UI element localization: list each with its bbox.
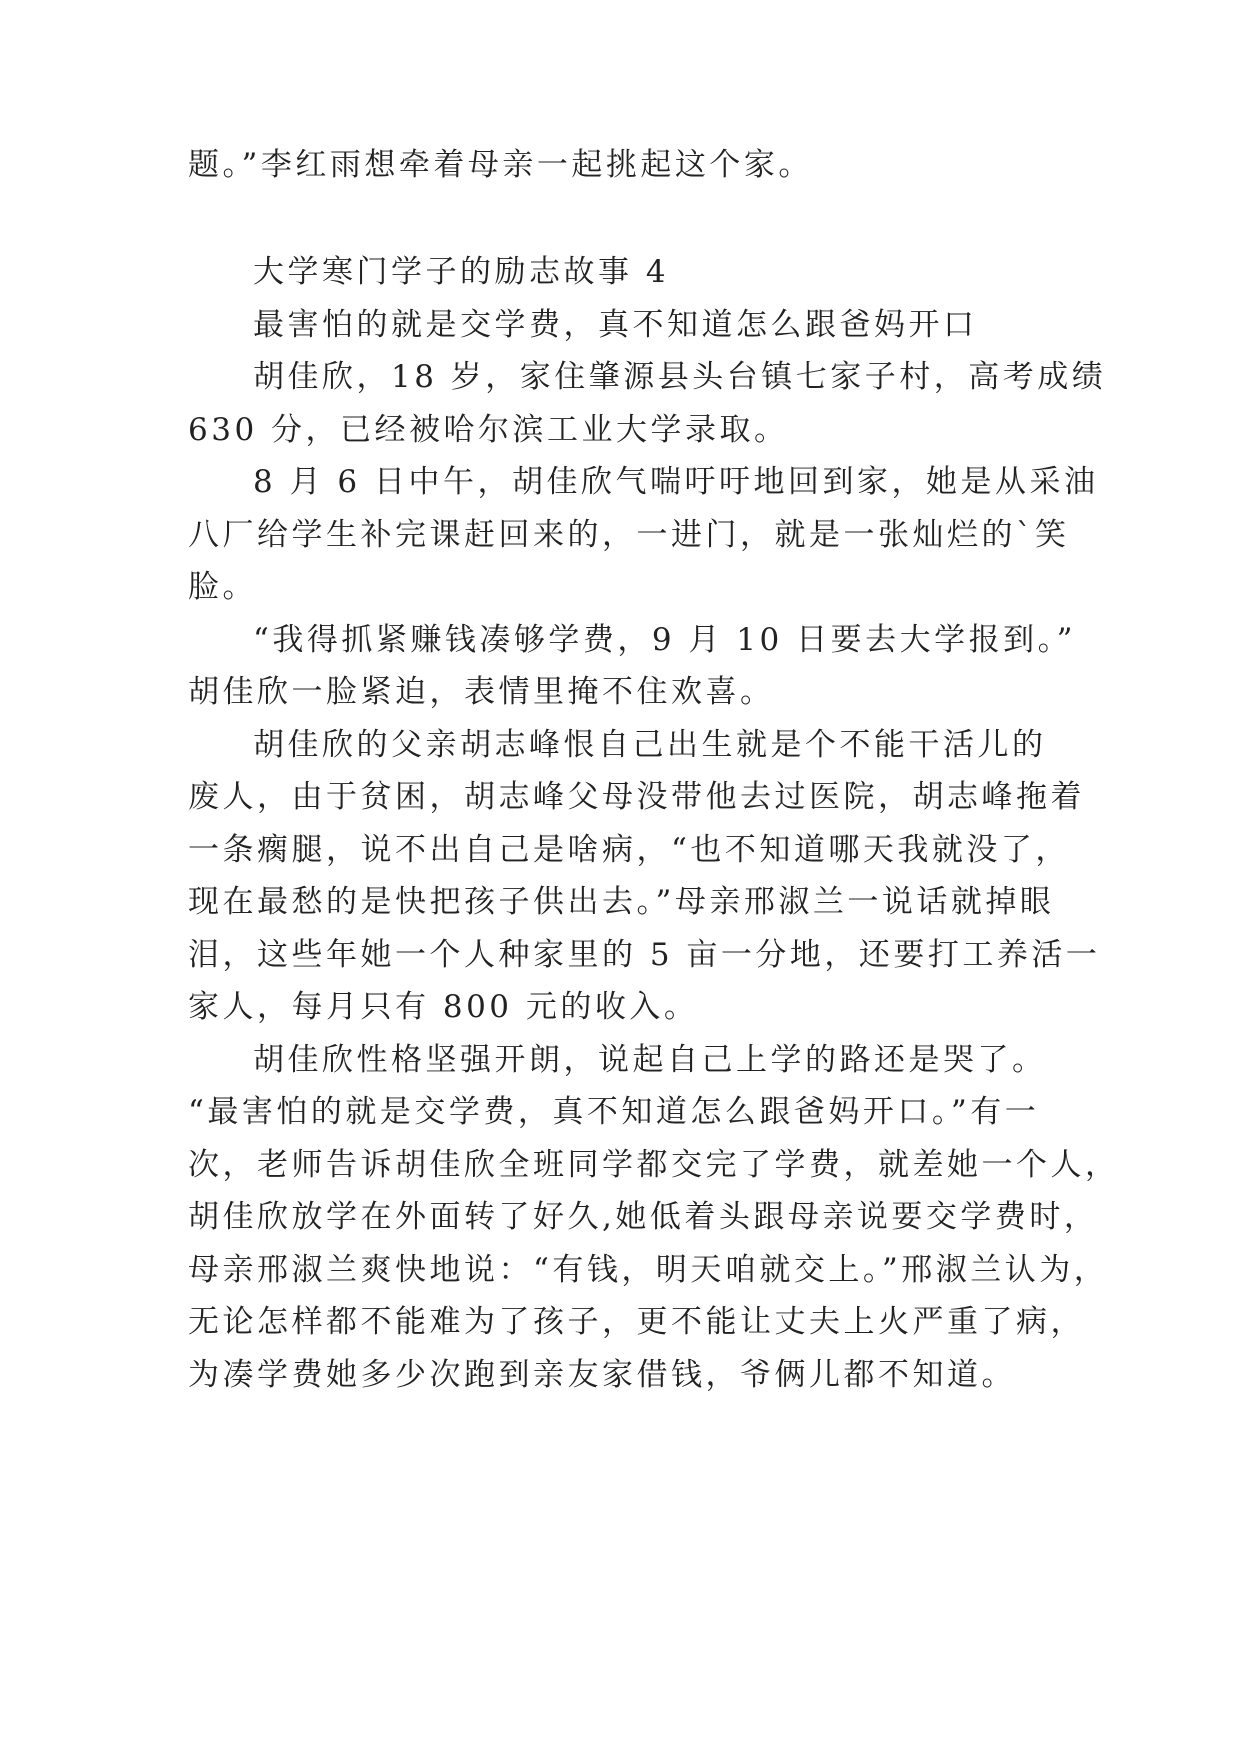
text-line: 胡佳欣，18 岁，家住肇源县头台镇七家子村，高考成绩	[253, 359, 1107, 395]
text-line: 家人，每月只有 800 元的收入。	[188, 989, 699, 1025]
section-subheading: 最害怕的就是交学费，真不知道怎么跟爸妈开口	[253, 307, 978, 343]
text-line: 脸。	[188, 569, 257, 605]
text-line: 无论怎样都不能难为了孩子，更不能让丈夫上火严重了病，	[188, 1304, 1085, 1340]
section-heading: 大学寒门学子的励志故事 4	[253, 254, 670, 290]
text-line: 次，老师告诉胡佳欣全班同学都交完了学费，就差她一个人，	[188, 1147, 1120, 1183]
text-line: “我得抓紧赚钱凑够学费，9 月 10 日要去大学报到。”	[253, 622, 1076, 658]
text-line: 一条瘸腿，说不出自己是啥病，“也不知道哪天我就没了，	[188, 832, 1070, 868]
text-line: 现在最愁的是快把孩子供出去。”母亲邢淑兰一说话就掉眼	[188, 884, 1055, 920]
text-line: 废人，由于贫困，胡志峰父母没带他去过医院，胡志峰拖着	[188, 779, 1085, 815]
text-line: 泪，这些年她一个人种家里的 5 亩一分地，还要打工养活一	[188, 937, 1101, 973]
text-line: 胡佳欣放学在外面转了好久,她低着头跟母亲说要交学费时，	[188, 1199, 1099, 1235]
text-line: 胡佳欣性格坚强开朗，说起自己上学的路还是哭了。	[253, 1042, 1047, 1078]
text-line: 母亲邢淑兰爽快地说：“有钱，明天咱就交上。”邢淑兰认为，	[188, 1252, 1109, 1288]
text-line: 题。”李红雨想牵着母亲一起挑起这个家。	[188, 147, 813, 183]
text-line: 胡佳欣一脸紧迫，表情里掩不住欢喜。	[188, 674, 775, 710]
text-line: “最害怕的就是交学费，真不知道怎么跟爸妈开口。”有一	[188, 1094, 1040, 1130]
text-line: 8 月 6 日中午，胡佳欣气喘吁吁地回到家，她是从采油	[253, 464, 1099, 500]
text-line: 八厂给学生补完课赶回来的，一进门，就是一张灿烂的`笑	[188, 517, 1070, 553]
text-line: 630 分，已经被哈尔滨工业大学录取。	[188, 412, 789, 448]
text-line: 胡佳欣的父亲胡志峰恨自己出生就是个不能干活儿的	[253, 727, 1047, 763]
text-line: 为凑学费她多少次跑到亲友家借钱，爷俩儿都不知道。	[188, 1357, 1016, 1393]
